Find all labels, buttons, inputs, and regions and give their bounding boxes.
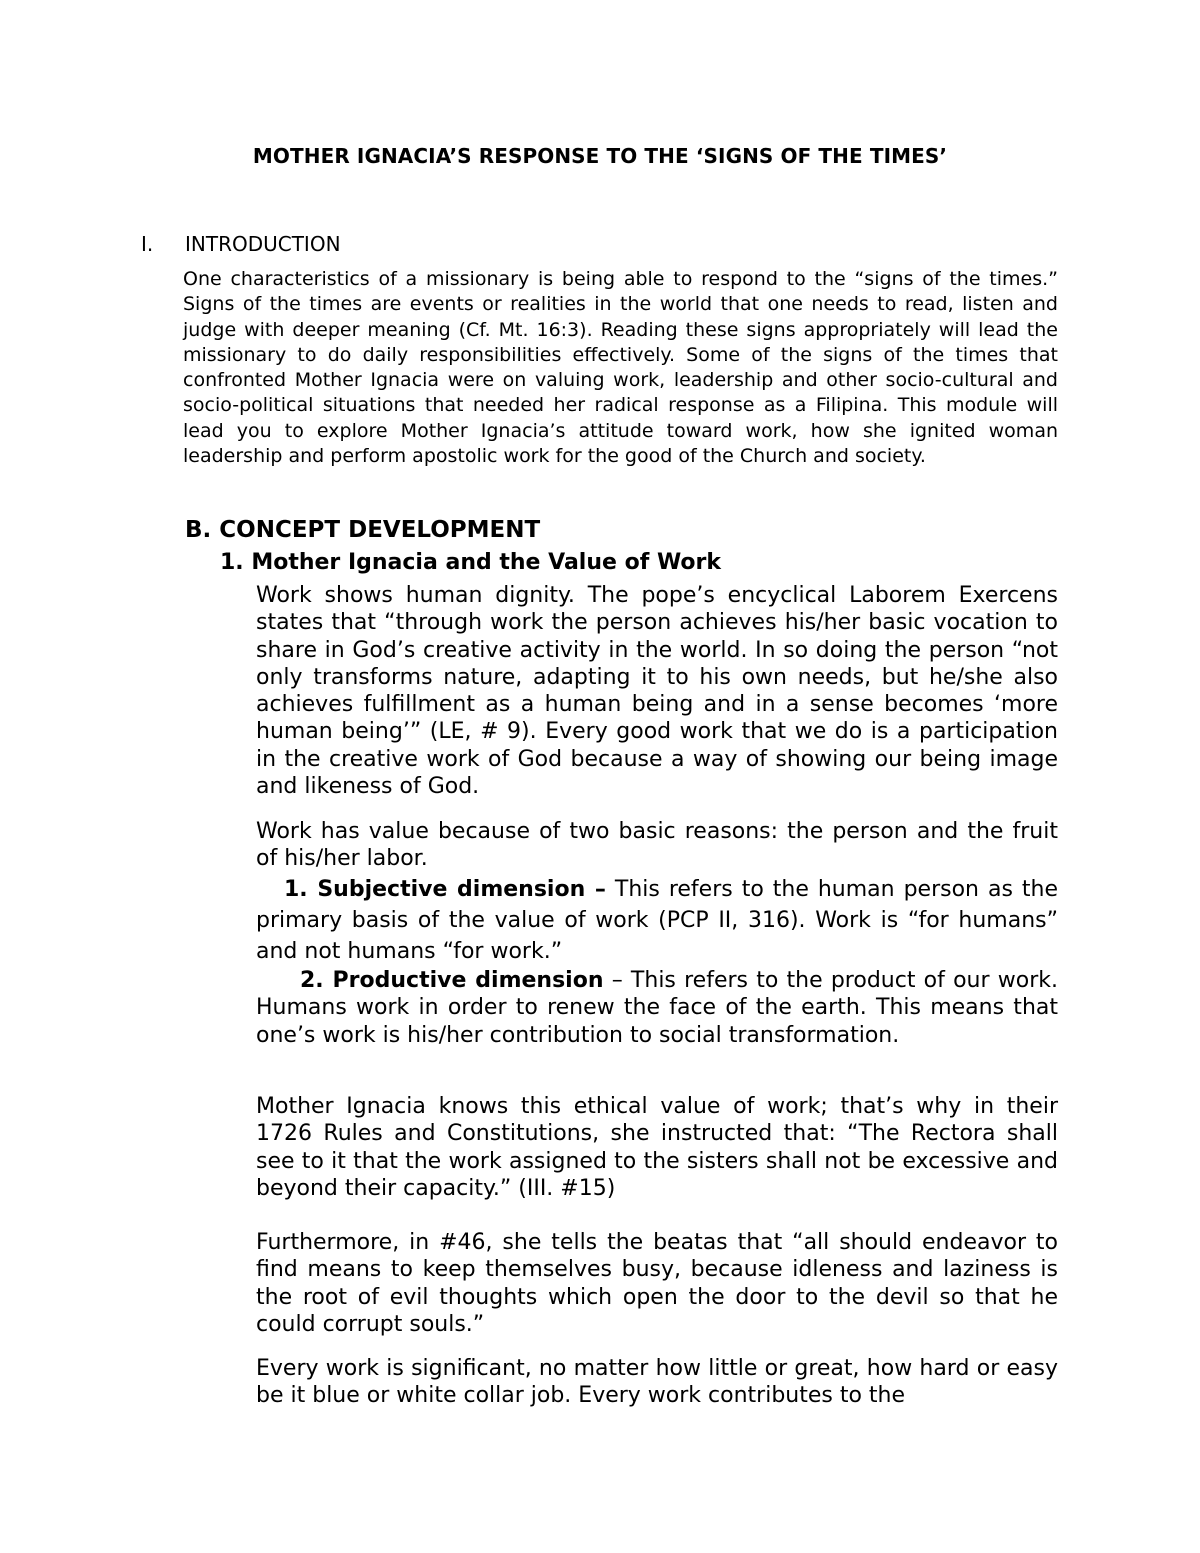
every-work-paragraph: Every work is significant, no matter how little or great, how hard or easy be it blue or white collar job. Every work contributes to the bbox=[256, 1356, 1058, 1409]
subjective-dimension-text: This refers to the human person as the primary basis of the value of work (PCP II, 316). Work is “for humans” and not humans “for work.” bbox=[256, 877, 1058, 964]
subjective-dimension-label: 1. Subjective dimension – bbox=[284, 877, 606, 902]
work-dignity-paragraph: Work shows human dignity. The pope’s encyclical Laborem Exercens states that “through work the person achieves his/her basic vocation to share in God’s creative activity in the world. In so doing the person “not only transforms nature, adapting it to his own needs, but he/she also achieves fulfillment as a human being and in a sense becomes ‘more human being’” (LE, # 9). Every good work that we do is a participation in the creative work of God because a way of showing our being image and likeness of God. bbox=[256, 583, 1058, 800]
introduction-paragraph: One characteristics of a missionary is being able to respond to the “signs of the times.” Signs of the times are events or realities in the world that one needs to read, listen and judge with deeper meaning (Cf. Mt. 16:3). Reading these signs appropriately will lead the missionary to do daily responsibilities effectively. Some of the signs of the times that confronted Mother Ignacia were on valuing work, leadership and other socio-cultural and socio-political situations that needed her radical response as a Filipina. This module will lead you to explore Mother Ignacia’s attitude toward work, how she ignited woman leadership and perform apostolic work for the good of the Church and society. bbox=[183, 268, 1058, 468]
section-heading-introduction: INTRODUCTION bbox=[185, 232, 341, 256]
concept-development-heading: B. CONCEPT DEVELOPMENT bbox=[185, 517, 541, 543]
idleness-paragraph: Furthermore, in #46, she tells the beatas that “all should endeavor to find means to keep themselves busy, because idleness and laziness is the root of evil thoughts which open the door to the devil so that he could corrupt souls.” bbox=[256, 1230, 1058, 1337]
value-of-work-subheading: 1. Mother Ignacia and the Value of Work bbox=[220, 550, 722, 575]
productive-dimension-paragraph bbox=[256, 967, 1058, 1049]
document-title: MOTHER IGNACIA’S RESPONSE TO THE ‘SIGNS OF THE TIMES’ bbox=[252, 144, 948, 168]
rules-constitutions-paragraph: Mother Ignacia knows this ethical value of work; that’s why in their 1726 Rules and Constitutions, she instructed that: “The Rectora shall see to it that the work assigned to the sisters shall not be excessive and beyond their capacity.” (III. #15) bbox=[256, 1094, 1058, 1201]
subjective-dimension-paragraph bbox=[256, 874, 1058, 967]
work-value-paragraph: Work has value because of two basic reasons: the person and the fruit of his/her labor. bbox=[256, 819, 1058, 872]
productive-dimension-label: 2. Productive dimension bbox=[300, 968, 604, 993]
productive-dimension-text: – This refers to the product of our work. Humans work in order to renew the face of the earth. This means that one’s work is his/her contribution to social transformation. bbox=[256, 968, 1058, 1048]
section-number: I. bbox=[141, 232, 154, 256]
